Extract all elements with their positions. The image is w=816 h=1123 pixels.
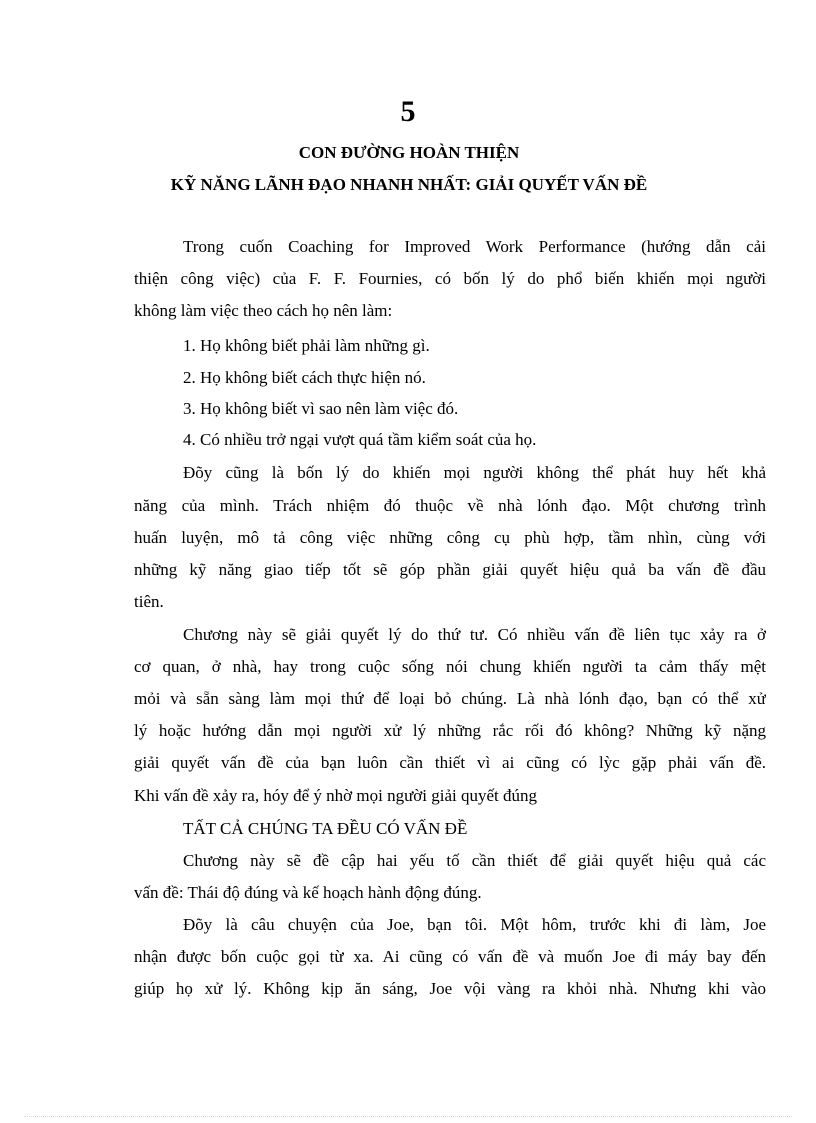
list-item: 1. Họ không biết phải làm những gì.: [183, 336, 430, 355]
body-line: vấn đề: Thái độ đúng và kế hoạch hành động đúng.: [134, 883, 482, 902]
body-line: nhận được bốn cuộc gọi từ xa. Ai cũng có vấn đề và muốn Joe đi máy bay đến: [134, 947, 766, 966]
chapter-title-line-2: KỸ NĂNG LÃNH ĐẠO NHANH NHẤT: GIẢI QUYẾT VẤN ĐỀ: [170, 175, 648, 194]
body-line: mỏi và sẵn sàng làm mọi thứ để loại bỏ chúng. Là nhà lónh đạo, bạn có thể xử: [134, 689, 766, 708]
body-line: giải quyết vấn đề của bạn luôn cần thiết vì ai cũng có lỳc gặp phải vấn đề.: [134, 753, 766, 772]
list-item: 3. Họ không biết vì sao nên làm việc đó.: [183, 399, 459, 418]
body-line: năng của mình. Trách nhiệm đó thuộc về nhà lónh đạo. Một chương trình: [134, 496, 766, 515]
section-heading: TẤT CẢ CHÚNG TA ĐỀU CÓ VẤN ĐỀ: [183, 819, 468, 838]
body-line: Chương này sẽ đề cập hai yếu tố cần thiết để giải quyết hiệu quả các: [183, 851, 766, 870]
chapter-title-line-1: CON ĐƯỜNG HOÀN THIỆN: [298, 143, 520, 162]
body-line: Đõy cũng là bốn lý do khiến mọi người không thể phát huy hết khả: [183, 463, 766, 482]
body-line: Chương này sẽ giải quyết lý do thứ tư. Có nhiều vấn đề liên tục xảy ra ở: [183, 625, 766, 644]
body-line: huấn luyện, mô tả công việc những công cụ phù hợp, tầm nhìn, cùng với: [134, 528, 766, 547]
body-line: Đõy là câu chuyện của Joe, bạn tôi. Một hôm, trước khi đi làm, Joe: [183, 915, 766, 934]
body-line: tiên.: [134, 592, 164, 611]
body-line: Khi vấn đề xảy ra, hóy để ý nhờ mọi người giải quyết đúng: [134, 786, 538, 805]
chapter-number: 5: [400, 95, 416, 128]
list-item: 2. Họ không biết cách thực hiện nó.: [183, 368, 426, 387]
list-item: 4. Có nhiều trở ngại vượt quá tầm kiểm soát của họ.: [183, 430, 537, 449]
body-line: cơ quan, ở nhà, hay trong cuộc sống nói chung khiến người ta cảm thấy mệt: [134, 657, 766, 676]
body-line: giúp họ xử lý. Không kịp ăn sáng, Joe vội vàng ra khỏi nhà. Nhưng khi vào: [134, 979, 766, 998]
body-line: Trong cuốn Coaching for Improved Work Performance (hướng dẫn cải: [183, 237, 766, 256]
page-bottom-rule: [24, 1116, 792, 1117]
body-line: thiện công việc) của F. F. Fournies, có bốn lý do phổ biến khiến mọi người: [134, 269, 766, 288]
body-line: không làm việc theo cách họ nên làm:: [134, 301, 393, 320]
body-line: những kỹ năng giao tiếp tốt sẽ góp phần giải quyết hiệu quả ba vấn đề đầu: [134, 560, 766, 579]
body-line: lý hoặc hướng dẫn mọi người xử lý những rắc rối đó không? Những kỹ nặng: [134, 721, 766, 740]
